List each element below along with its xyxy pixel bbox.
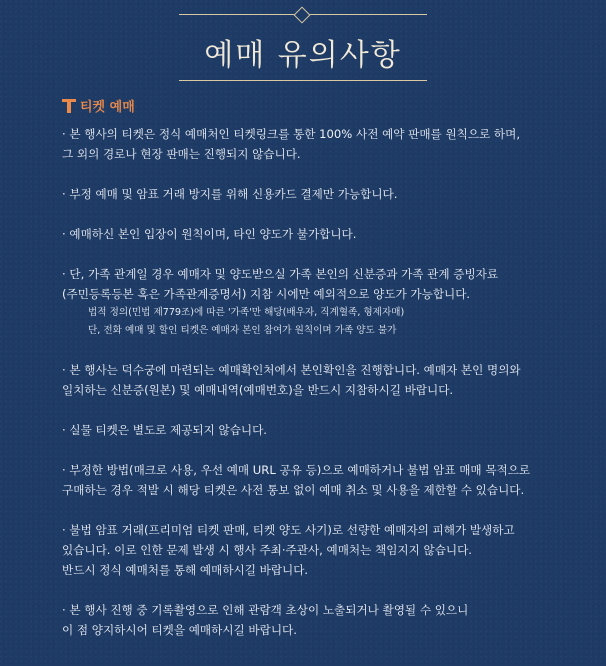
notice-line: · 예매하신 본인 입장이 원칙이며, 타인 양도가 불가합니다. <box>62 227 357 241</box>
notice-line: 이 점 양지하시어 티켓을 예매하시길 바랍니다. <box>62 623 297 637</box>
notice-line: 구매하는 경우 적발 시 해당 티켓은 사전 통보 없이 예매 취소 및 사용을 제한할 수 있습니다. <box>62 483 525 497</box>
notice-line: · 본 행사 진행 중 기록촬영으로 인해 관람객 초상이 노출되거나 촬영될 수 있으니 <box>62 603 469 617</box>
ticket-t-icon <box>62 99 76 113</box>
notice-subnote: 법적 정의(민법 제779조)에 따른 '가족'만 해당(배우자, 직계혈족, 형제자매) <box>88 307 405 318</box>
title-area <box>0 0 606 90</box>
notice-item <box>62 420 592 440</box>
notice-item <box>62 520 592 580</box>
section-title: 티켓 예매 <box>80 100 135 115</box>
section-header <box>62 96 135 115</box>
notice-line: 있습니다. 이로 인한 문제 발생 시 행사 주최·주관사, 예매처는 책임지지 않습니다. <box>62 543 472 557</box>
notice-line: · 본 행사는 덕수궁에 마련되는 예매확인처에서 본인확인을 진행합니다. 예매자 본인 명의와 <box>62 363 521 377</box>
notice-line: 그 외의 경로나 현장 판매는 진행되지 않습니다. <box>62 147 301 161</box>
page-title: 예매 유의사항 <box>204 38 402 73</box>
notice-item <box>62 224 592 244</box>
notice-subnote: 단, 전화 예매 및 할인 티켓은 예매자 본인 참여가 원칙이며 가족 양도 불가 <box>88 325 397 336</box>
notice-item <box>62 124 592 164</box>
notice-item <box>62 460 592 500</box>
notice-line: · 부정 예매 및 암표 거래 방지를 위해 신용카드 결제만 가능합니다. <box>62 187 398 201</box>
notice-line: · 불법 암표 거래(프리미엄 티켓 판매, 티켓 양도 사기)로 선량한 예매자의 피해가 발생하고 <box>62 523 515 537</box>
notice-item <box>62 600 592 640</box>
notice-item <box>62 360 592 400</box>
notice-item <box>62 184 592 204</box>
diamond-ornament-icon <box>294 7 311 24</box>
notice-line: 반드시 정식 예매처를 통해 예매하시길 바랍니다. <box>62 563 309 577</box>
notice-line: · 실물 티켓은 별도로 제공되지 않습니다. <box>62 423 267 437</box>
notice-list <box>62 124 592 660</box>
notice-line: · 단, 가족 관계일 경우 예매자 및 양도받으실 가족 본인의 신분증과 가족 관계 증빙자료 <box>62 267 499 281</box>
notice-line: (주민등록등본 혹은 가족관계증명서) 지참 시에만 예외적으로 양도가 가능합니다. <box>62 287 471 301</box>
notice-item <box>62 264 592 340</box>
notice-line: · 부정한 방법(매크로 사용, 우선 예매 URL 공유 등)으로 예매하거나 불법 암표 매매 목적으로 <box>62 463 531 477</box>
notice-line: 일치하는 신분증(원본) 및 예매내역(예매번호)을 반드시 지참하시길 바랍니다. <box>62 383 454 397</box>
notice-line: · 본 행사의 티켓은 정식 예매처인 티켓링크를 통한 100% 사전 예약 판매를 원칙으로 하며, <box>62 127 521 141</box>
title-bottom-rule <box>179 80 427 81</box>
